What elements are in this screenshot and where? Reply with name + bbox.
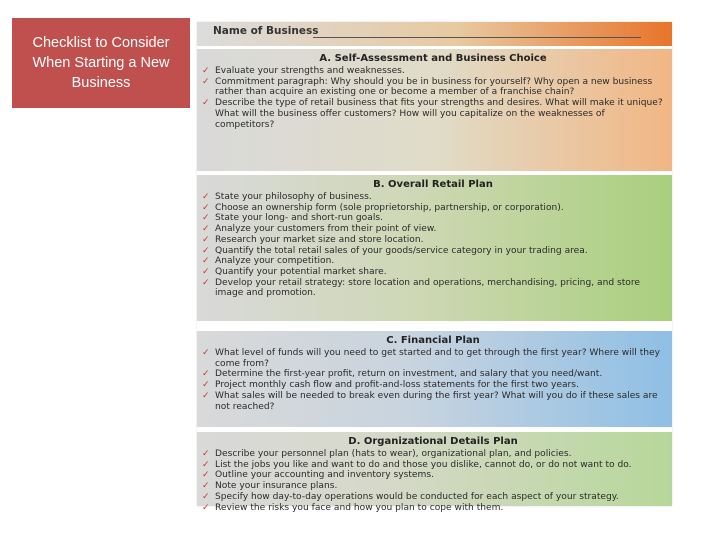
- checkmark-icon: ✓: [202, 502, 210, 513]
- checklist-item: [202, 492, 664, 503]
- checklist-item: [202, 470, 664, 481]
- section-title: A. Self-Assessment and Business Choice: [319, 53, 547, 64]
- checklist-item-text: Review the risks you face and how you plan to cope with them.: [215, 502, 504, 513]
- checkmark-icon: ✓: [202, 234, 210, 245]
- checkmark-icon: ✓: [202, 470, 210, 481]
- checklist-item-text: State your philosophy of business.: [215, 192, 372, 202]
- checklist-item: [202, 380, 664, 391]
- checkmark-icon: ✓: [202, 245, 210, 256]
- checklist-item: [202, 224, 664, 235]
- checkmark-icon: ✓: [202, 213, 210, 224]
- checklist-item: [202, 348, 664, 369]
- checklist-item-text: Develop your retail strategy: store location and operations, merchandising, pricing, and store image and promotion.: [215, 277, 640, 299]
- checklist-item-text: Choose an ownership form (sole proprietorship, partnership, or corporation).: [215, 202, 564, 213]
- checklist-item-text: Quantify the total retail sales of your goods/service category in your trading area.: [215, 245, 588, 256]
- checklist-item-text: Project monthly cash flow and profit-and-loss statements for the first two years.: [215, 380, 579, 391]
- checklist-item-text: Determine the first-year profit, return on investment, and salary that you need/want.: [215, 369, 603, 380]
- checkmark-icon: ✓: [202, 380, 210, 391]
- checklist-item-text: Specify how day-to-day operations would be conducted for each aspect of your strategy.: [215, 491, 619, 502]
- section-title: B. Overall Retail Plan: [373, 179, 493, 190]
- checkmark-icon: ✓: [202, 76, 210, 87]
- checklist-item: [202, 256, 664, 267]
- checkmark-icon: ✓: [202, 98, 210, 109]
- checklist-item: [202, 235, 664, 246]
- checklist-item: [202, 369, 664, 380]
- checkmark-icon: ✓: [202, 449, 210, 459]
- section-title: D. Organizational Details Plan: [348, 436, 518, 447]
- checklist-item: [202, 98, 664, 130]
- checklist: [202, 192, 664, 299]
- checklist-item-text: What sales will be needed to break even during the first year? What will you do if these sales are not reached?: [215, 390, 658, 412]
- checkmark-icon: ✓: [202, 459, 210, 470]
- checklist-item: [202, 246, 664, 257]
- checklist-sheet: [197, 22, 672, 513]
- checklist-item: [202, 203, 664, 214]
- section-overall-retail-plan: [197, 175, 672, 321]
- checklist-item-text: Analyze your customers from their point of view.: [215, 224, 437, 235]
- checklist-item: [202, 77, 664, 98]
- checkmark-icon: ✓: [202, 202, 210, 213]
- checklist-item: [202, 481, 664, 492]
- checkmark-icon: ✓: [202, 348, 210, 358]
- slide-title: Checklist to Consider When Starting a New Business: [12, 18, 190, 108]
- checklist: [202, 348, 664, 412]
- checklist-item-text: What level of funds will you need to get started and to get through the first year? Where will they come from?: [215, 348, 661, 369]
- checklist: [202, 449, 664, 513]
- checkmark-icon: ✓: [202, 481, 210, 492]
- business-name-label: Name of Business: [213, 25, 319, 37]
- checklist-item-text: Describe your personnel plan (hats to wear), organizational plan, and policies.: [215, 449, 572, 459]
- checkmark-icon: ✓: [202, 390, 210, 401]
- business-name-blank-line: [313, 37, 641, 38]
- section-organizational-details-plan: [197, 432, 672, 513]
- checkmark-icon: ✓: [202, 266, 210, 277]
- checklist-item-text: Quantify your potential market share.: [215, 266, 387, 277]
- checkmark-icon: ✓: [202, 256, 210, 267]
- checklist-item-text: Commitment paragraph: Why should you be in business for yourself? Why open a new business rather than acquire an existing one or become a member of a franchise chain?: [215, 76, 653, 98]
- checkmark-icon: ✓: [202, 491, 210, 502]
- checkmark-icon: ✓: [202, 277, 210, 288]
- checklist-item-text: State your long- and short-run goals.: [215, 213, 383, 224]
- checklist-item-text: Evaluate your strengths and weaknesses.: [215, 66, 405, 76]
- checkmark-icon: ✓: [202, 224, 210, 235]
- business-name-header: [197, 22, 672, 46]
- checklist-item: [202, 449, 664, 460]
- checklist-item-text: Analyze your competition.: [215, 256, 335, 267]
- checklist-item: [202, 66, 664, 77]
- checkmark-icon: ✓: [202, 66, 210, 76]
- checkmark-icon: ✓: [202, 369, 210, 380]
- checklist-item: [202, 213, 664, 224]
- checklist-item: [202, 391, 664, 412]
- checklist-item: [202, 278, 664, 299]
- checklist-item: [202, 503, 664, 514]
- section-financial-plan: [197, 331, 672, 427]
- checklist-item-text: List the jobs you like and want to do and those you dislike, cannot do, or do not want to do.: [215, 459, 632, 470]
- checklist-item: [202, 267, 664, 278]
- checklist-item: [202, 460, 664, 471]
- checklist-item-text: Note your insurance plans.: [215, 481, 338, 492]
- checklist-item-text: Research your market size and store location.: [215, 234, 424, 245]
- checklist-item: [202, 192, 664, 203]
- checklist: [202, 66, 664, 130]
- checklist-item-text: Describe the type of retail business that fits your strengths and desires. What will make it unique? What will the business offer customers? How will you capitalize on the weaknesses of competitors?: [215, 98, 663, 130]
- checkmark-icon: ✓: [202, 192, 210, 202]
- checklist-item-text: Outline your accounting and inventory systems.: [215, 470, 434, 481]
- section-self-assessment: [197, 49, 672, 171]
- section-title: C. Financial Plan: [386, 335, 480, 346]
